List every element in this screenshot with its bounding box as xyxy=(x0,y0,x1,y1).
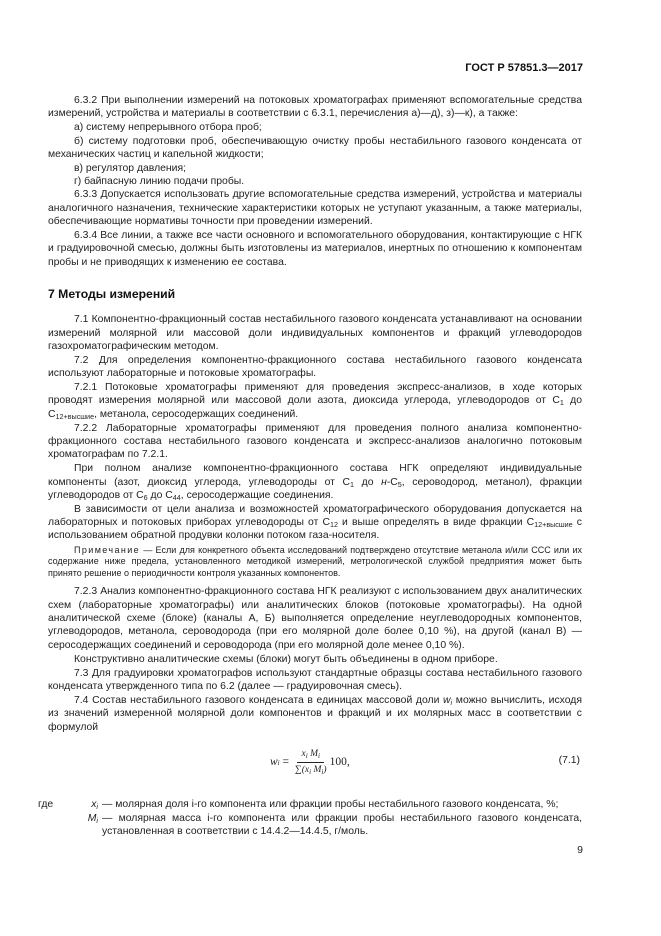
formula-fraction xyxy=(295,748,327,778)
page-number: 9 xyxy=(577,844,583,856)
paragraph-6-3-3: 6.3.3 Допускается использовать другие вспомогательные средства измерений, устройства и материалы аналогичного назначения, технические характеристики которых не уступают указанным, а также материалы, обеспечивающие нормативы точности при проведении измерений. xyxy=(48,189,582,228)
note-label: Примечание xyxy=(74,544,141,555)
document-header: ГОСТ Р 57851.3—2017 xyxy=(465,62,583,74)
paragraph-construction: Конструктивно аналитические схемы (блоки) могут быть объединены в одном приборе. xyxy=(74,653,498,665)
paragraph-7-2-1: 7.2.1 Потоковые хроматографы применяют для проведения экспресс-анализов, в ходе которых проводят измерения молярной или массовой доли азота, диоксида углерода, углеводородов от $С_1$ до $С_{12+высшие}$, метанола, серосодержащих соединений. xyxy=(48,382,582,421)
list-item: в) регулятор давления; xyxy=(74,162,186,174)
formula-expression: w i = $\frac{x_i M_i}{\sum(x_i M_i)}$ 100, xyxy=(270,748,350,777)
paragraph-7-4: 7.4 Состав нестабильного газового конденсата в единицах массовой доли $w_i$ можно вычислить, исходя из значений измеренной молярной доли компонентов и фракций и их молярных масс в соответствии с формулой xyxy=(48,694,582,733)
definition-item: где $x_i$ — молярная доля i-го компонента или фракции пробы нестабильного газового конденсата, %; xyxy=(38,798,559,811)
paragraph-7-1: 7.1 Компонентно-фракционный состав нестабильного газового конденсата устанавливают на основании измерений молярной или массовой доли индивидуальных компонентов и фракций углеводородов газохроматографическим методом. xyxy=(48,314,582,352)
document-body xyxy=(38,94,583,840)
formula-7-1 xyxy=(48,742,582,786)
paragraph-6-3-4: 6.3.4 Все линии, а также все части основного и вспомогательного оборудования, контактирующие с НГК и градуировочной смесью, должны быть изготовлены из материалов, инертных по отношению к компонентам пробы и не приводящих к изменению ее состава. xyxy=(48,230,582,268)
paragraph-7-2-2: 7.2.2 Лабораторные хроматографы применяют для проведения полного анализа компонентно-фракционного состава нестабильного газового конденсата и экспресс-анализов аналогично потоковым хроматографам по 7.2.1. xyxy=(48,422,582,461)
formula-definitions xyxy=(38,798,582,839)
section-title: 7 Методы измерений xyxy=(48,286,176,301)
paragraph-7-3: 7.3 Для градуировки хроматографов используют стандартные образцы состава нестабильного газового конденсата утвержденного типа по 6.2 (далее — градуировочная смесь). xyxy=(48,667,582,692)
paragraph-6-3-2: 6.3.2 При выполнении измерений на потоковых хроматографах применяют вспомогательные средства измерений, устройства и материалы в соответствии с 6.3.1, перечисления а)—д), з)—к), а также: xyxy=(48,95,582,120)
note: Примечание — Если для конкретного объекта исследований подтверждено отсутствие метанола и/или ССС или их содержание ниже предела, установленного методикой измерений, метрологической службой предприятия может быть принято решение о периодичности контроля указанных компонентов. xyxy=(48,544,582,578)
list-item: а) систему непрерывного отбора проб; xyxy=(74,122,262,134)
paragraph-full-analysis: При полном анализе компонентно-фракционного состава НГК определяют индивидуальные компоненты (азот, диоксид углерода, углеводороды от $С_1$ до $н-С_5$, сероводород, метанол), фракции углеводородов от $С_6$ до $С_{44}$, серосодержащие соединения. xyxy=(48,463,583,502)
formula-number: (7.1) xyxy=(558,754,580,766)
paragraph-7-2: 7.2 Для определения компонентно-фракционного состава нестабильного газового конденсата используют лабораторные и потоковые хроматографы. xyxy=(48,354,582,380)
paragraph-7-2-3: 7.2.3 Анализ компонентно-фракционного состава НГК реализуют с использованием двух аналитических схем (лабораторные хроматографы) или аналитических блоков (потоковые хроматографы). На одной аналитической схеме (блоке) (каналы А, Б) выполняется определение неуглеводородных компонентов, углеводородов, метанола, сероводорода (при его молярной доле более 0,10 %), на другой (канал В) — серосодержащих соединений и сероводорода (при его молярной доле менее 0,10 %). xyxy=(48,586,582,651)
definition-item: $M_i$ — молярная масса i-го компонента или фракции пробы нестабильного газового конденсата, установленная в соответствии с 14.4.2—14.4.5, г/моль. xyxy=(87,813,582,838)
paragraph-dependence: В зависимости от цели анализа и возможностей хроматографического оборудования допускается на лабораторных и потоковых приборах углеводороды от $С_{12}$ и выше определять в виде фракции $С_{12+высшие}$ с использованием обратной продувки колонки потоком газа-носителя. xyxy=(48,503,582,542)
formula-denominator: $\sum(x_i$ $M_i$) xyxy=(294,765,327,777)
list-item: г) байпасную линию подачи пробы. xyxy=(74,176,245,188)
list-item: б) систему подготовки проб, обеспечивающую очистку пробы нестабильного газового конденсата от механических частиц и капельной жидкости; xyxy=(48,135,582,160)
formula-numerator: $x_i$ $M_i$ xyxy=(297,748,324,763)
